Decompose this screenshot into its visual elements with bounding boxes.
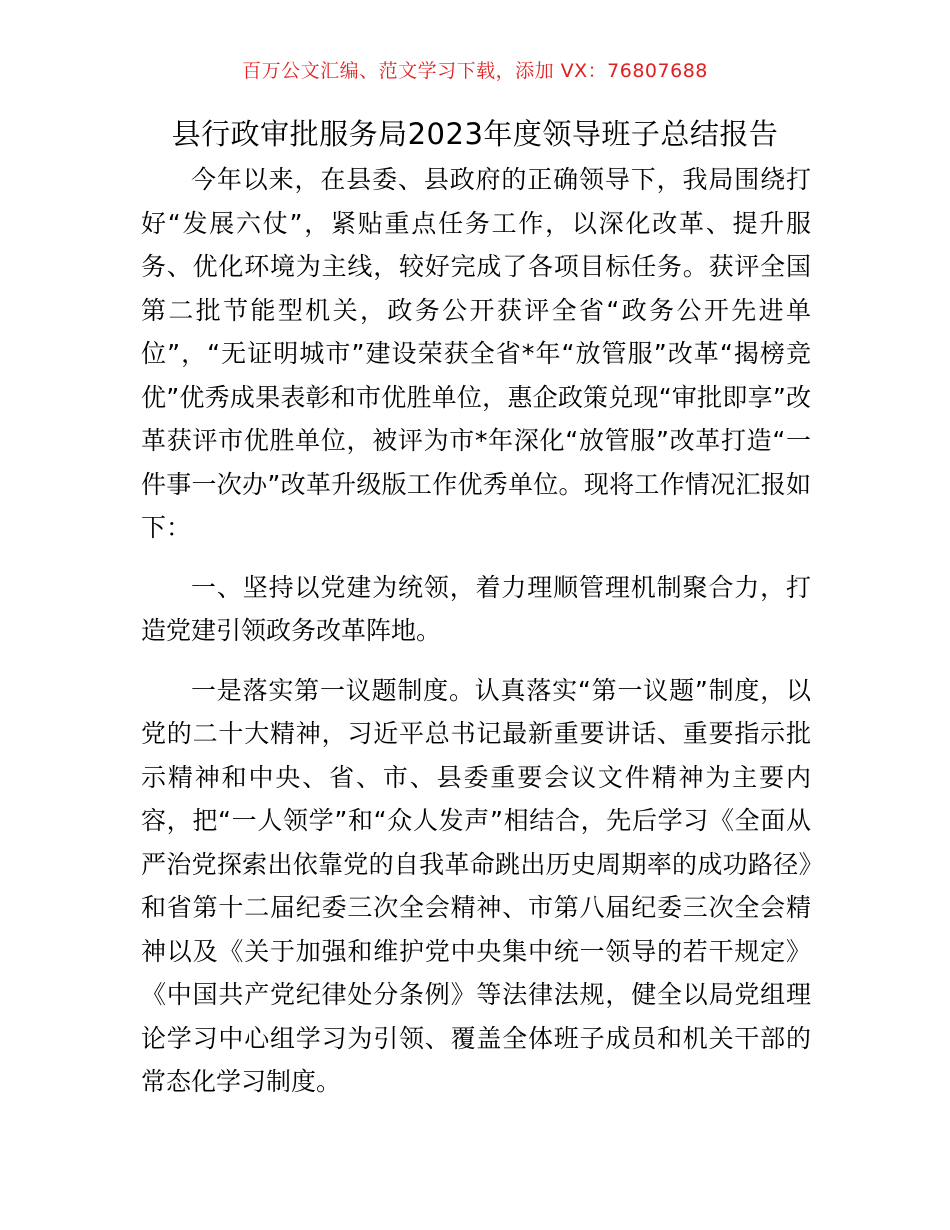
document-title: 县行政审批服务局2023年度领导班子总结报告 [171, 117, 779, 151]
paragraph-intro: 今年以来，在县委、县政府的正确领导下，我局围绕打好“发展六仗”，紧贴重点任务工作，以深化改革、提升服务、优化环境为主线，较好完成了各项目标任务。获评全国第二批节能型机关，政务公开获评全省“政务公开先进单位”，“无证明城市”建设荣获全省*年“放管服”改革“揭榜竞优”优秀成果表彰和市优胜单位，惠企政策兑现“审批即享”改革获评市优胜单位，被评为市*年深化“放管服”改革打造“一件事一次办”改革升级版工作优秀单位。现将工作情况汇报如下： [141, 165, 811, 542]
paragraph-first-agenda: 一是落实第一议题制度。认真落实“第一议题”制度，以党的二十大精神，习近平总书记最新重要讲话、重要指示批示精神和中央、省、市、县委重要会议文件精神为主要内容，把“一人领学”和“众人发声”相结合，先后学习《全面从严治党探索出依靠党的自我革命跳出历史周期率的成功路径》和省第十二届纪委三次全会精神、市第八届纪委三次全会精神以及《关于加强和维护党中央集中统一领导的若干规定》《中国共产党纪律处分条例》等法律法规，健全以局党组理论学习中心组学习为引领、覆盖全体班子成员和机关干部的常态化学习制度。 [141, 675, 811, 1096]
paragraph-section-heading: 一、坚持以党建为统领，着力理顺管理机制聚合力，打造党建引领政务改革阵地。 [141, 572, 811, 645]
promo-banner: 百万公文汇编、范文学习下载，添加 VX：76807688 [242, 60, 708, 82]
document-body [141, 158, 811, 1104]
